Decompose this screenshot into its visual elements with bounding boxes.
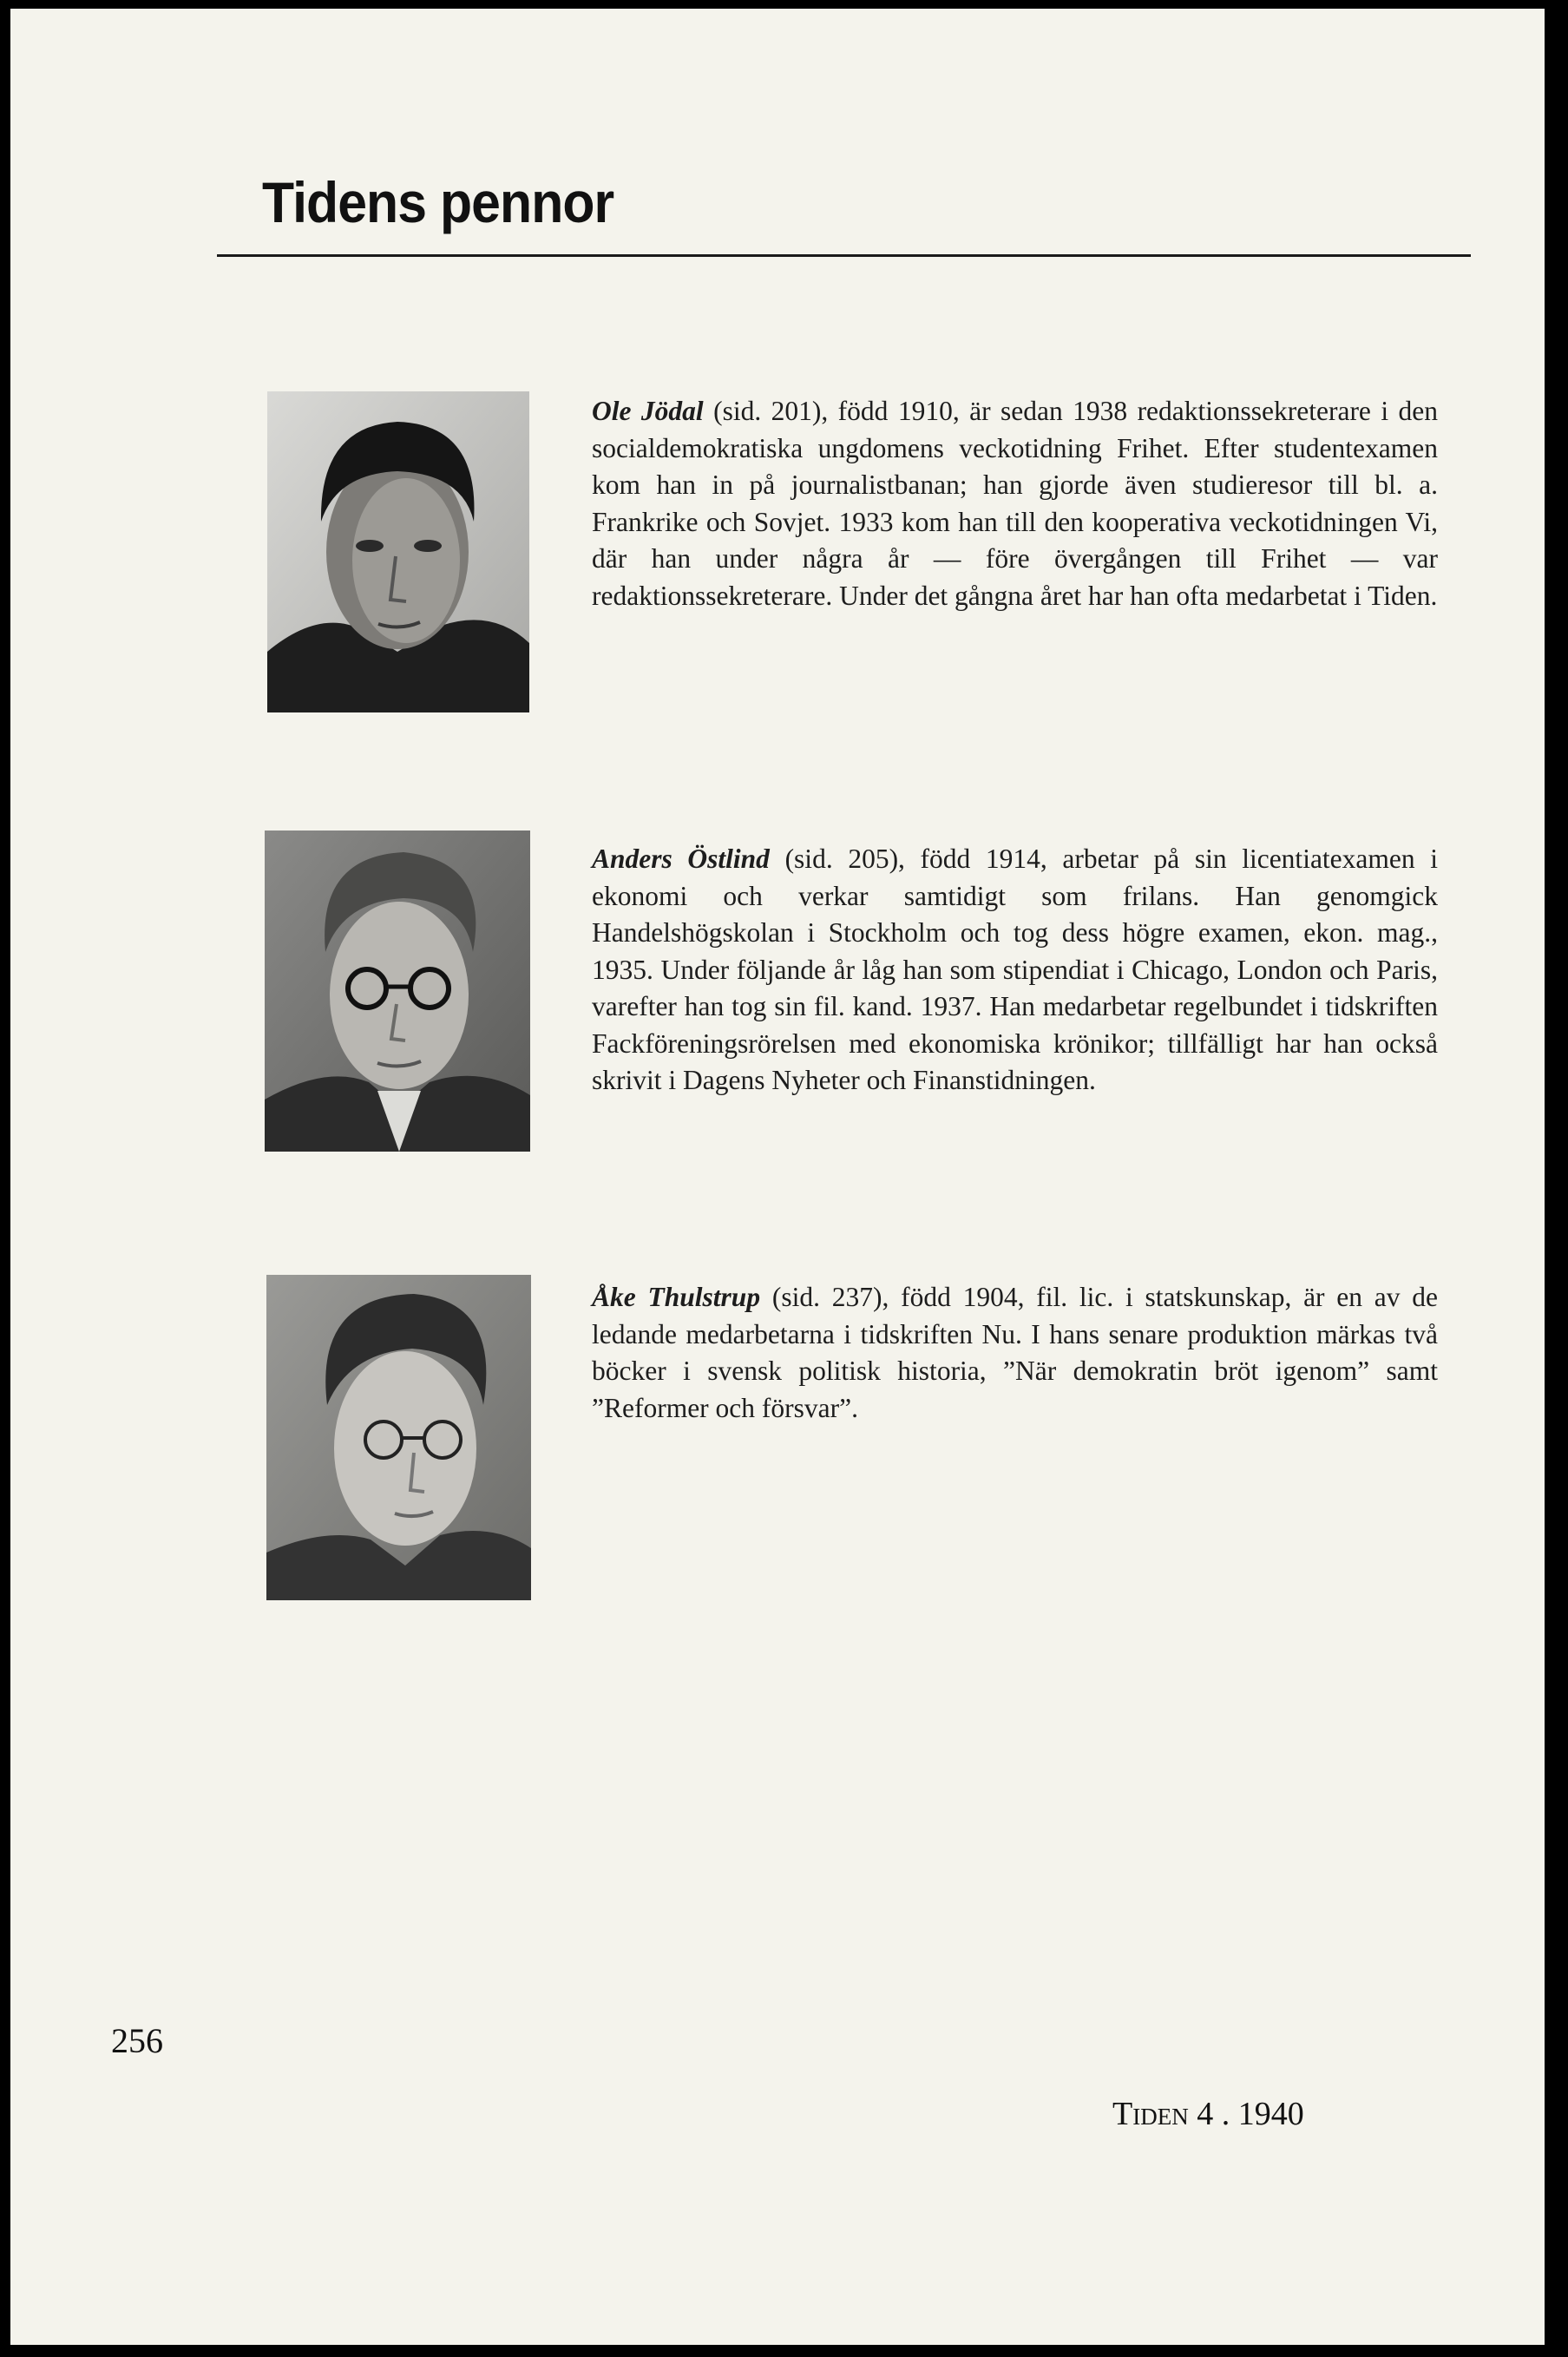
bio-ole-jodal — [592, 393, 1438, 614]
portrait-anders-ostlind — [265, 831, 530, 1152]
bio-ake-thulstrup — [592, 1279, 1438, 1427]
bio-text: (sid. 237), född 1904, fil. lic. i statskunskap, är en av de ledande medarbetarna i tidskriften Nu. I hans senare produktion märkas två böcker i svensk politisk historia, ”När demokratin bröt igenom” samt ”Reformer och försvar”. — [592, 1282, 1439, 1423]
page — [10, 9, 1545, 2345]
person-name: Anders Östlind — [592, 844, 770, 874]
publication-name: Tiden — [1112, 2096, 1189, 2132]
publication-footer — [1112, 2095, 1304, 2133]
page-title: Tidens pennor — [262, 170, 614, 234]
title-rule — [217, 254, 1471, 257]
person-name: Åke Thulstrup — [592, 1282, 761, 1312]
bio-anders-ostlind — [592, 841, 1438, 1100]
issue-number: 4 . 1940 — [1197, 2096, 1304, 2132]
bio-text: (sid. 205), född 1914, arbetar på sin licentiatexamen i ekonomi och verkar samtidigt som frilans. Han genomgick Handelshögskolan i Stockholm och tog dess högre examen, ekon. mag., 1935. Under följande år låg han som stipendiat i Chicago, London och Paris, varefter han tog sin fil. kand. 1937. Han medarbetar regelbundet i tidskriften Fackföreningsrörelsen med ekonomiska krönikor; tillfälligt har han också skrivit i Dagens Nyheter och Finanstidningen. — [592, 844, 1438, 1095]
portrait-ole-jodal — [267, 391, 529, 712]
page-number: 256 — [111, 2021, 163, 2060]
bio-text: (sid. 201), född 1910, är sedan 1938 redaktionssekreterare i den socialdemokratiska ungdomens veckotidning Frihet. Efter studentexamen kom han in på journalistbanan; han gjorde även studieresor till bl. a. Frankrike och Sovjet. 1933 kom han till den kooperativa veckotidningen Vi, där han under några år — före övergången till Frihet — var redaktionssekreterare. Under det gångna året har han ofta medarbetat i Tiden. — [592, 396, 1438, 611]
person-name: Ole Jödal — [592, 396, 704, 426]
portrait-ake-thulstrup — [266, 1275, 531, 1600]
